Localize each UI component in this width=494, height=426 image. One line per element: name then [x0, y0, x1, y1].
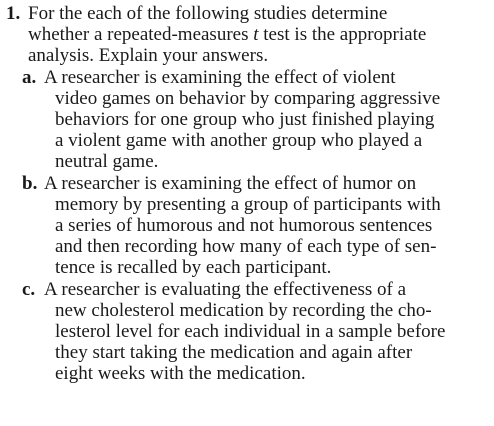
part-b-line-4: and then recording how many of each type of sen- [55, 236, 437, 258]
part-a-line-2: video games on behavior by comparing aggressive [55, 87, 441, 109]
part-a-label: a. [22, 66, 37, 88]
part-b-line-5: tence is recalled by each participant. [55, 257, 332, 279]
part-a-line-5: neutral game. [55, 151, 159, 173]
part-a-line-3: behaviors for one group who just finished playing [55, 109, 435, 130]
italic-t: t [253, 24, 259, 46]
question-line-2 [28, 24, 426, 45]
question-line-2-end: test is the appropriate [258, 24, 427, 46]
part-b-line-2: memory by presenting a group of participants with [55, 193, 441, 215]
part-b-line-1: A researcher is examining the effect of humor on [44, 172, 417, 194]
question-number: 1. [6, 3, 21, 24]
part-a-line-1: A researcher is examining the effect of violent [44, 66, 396, 88]
part-c-line-5: eight weeks with the medication. [55, 363, 306, 385]
part-c-line-2: new cholesterol medication by recording the cho- [55, 299, 432, 321]
part-c-line-3: lesterol level for each individual in a sample before [55, 321, 446, 342]
question-line-2-start: whether a repeated-measures [28, 24, 249, 46]
part-b-label: b. [22, 172, 38, 194]
part-c-line-1: A researcher is evaluating the effectiveness of a [44, 278, 407, 300]
question-line-1: For the each of the following studies determine [28, 3, 388, 24]
part-b-line-3: a series of humorous and not humorous sentences [55, 215, 433, 236]
part-c-line-4: they start taking the medication and again after [55, 342, 413, 364]
part-a-line-4: a violent game with another group who played a [55, 130, 423, 152]
part-c-label: c. [22, 278, 36, 300]
question-line-3: analysis. Explain your answers. [28, 45, 269, 67]
